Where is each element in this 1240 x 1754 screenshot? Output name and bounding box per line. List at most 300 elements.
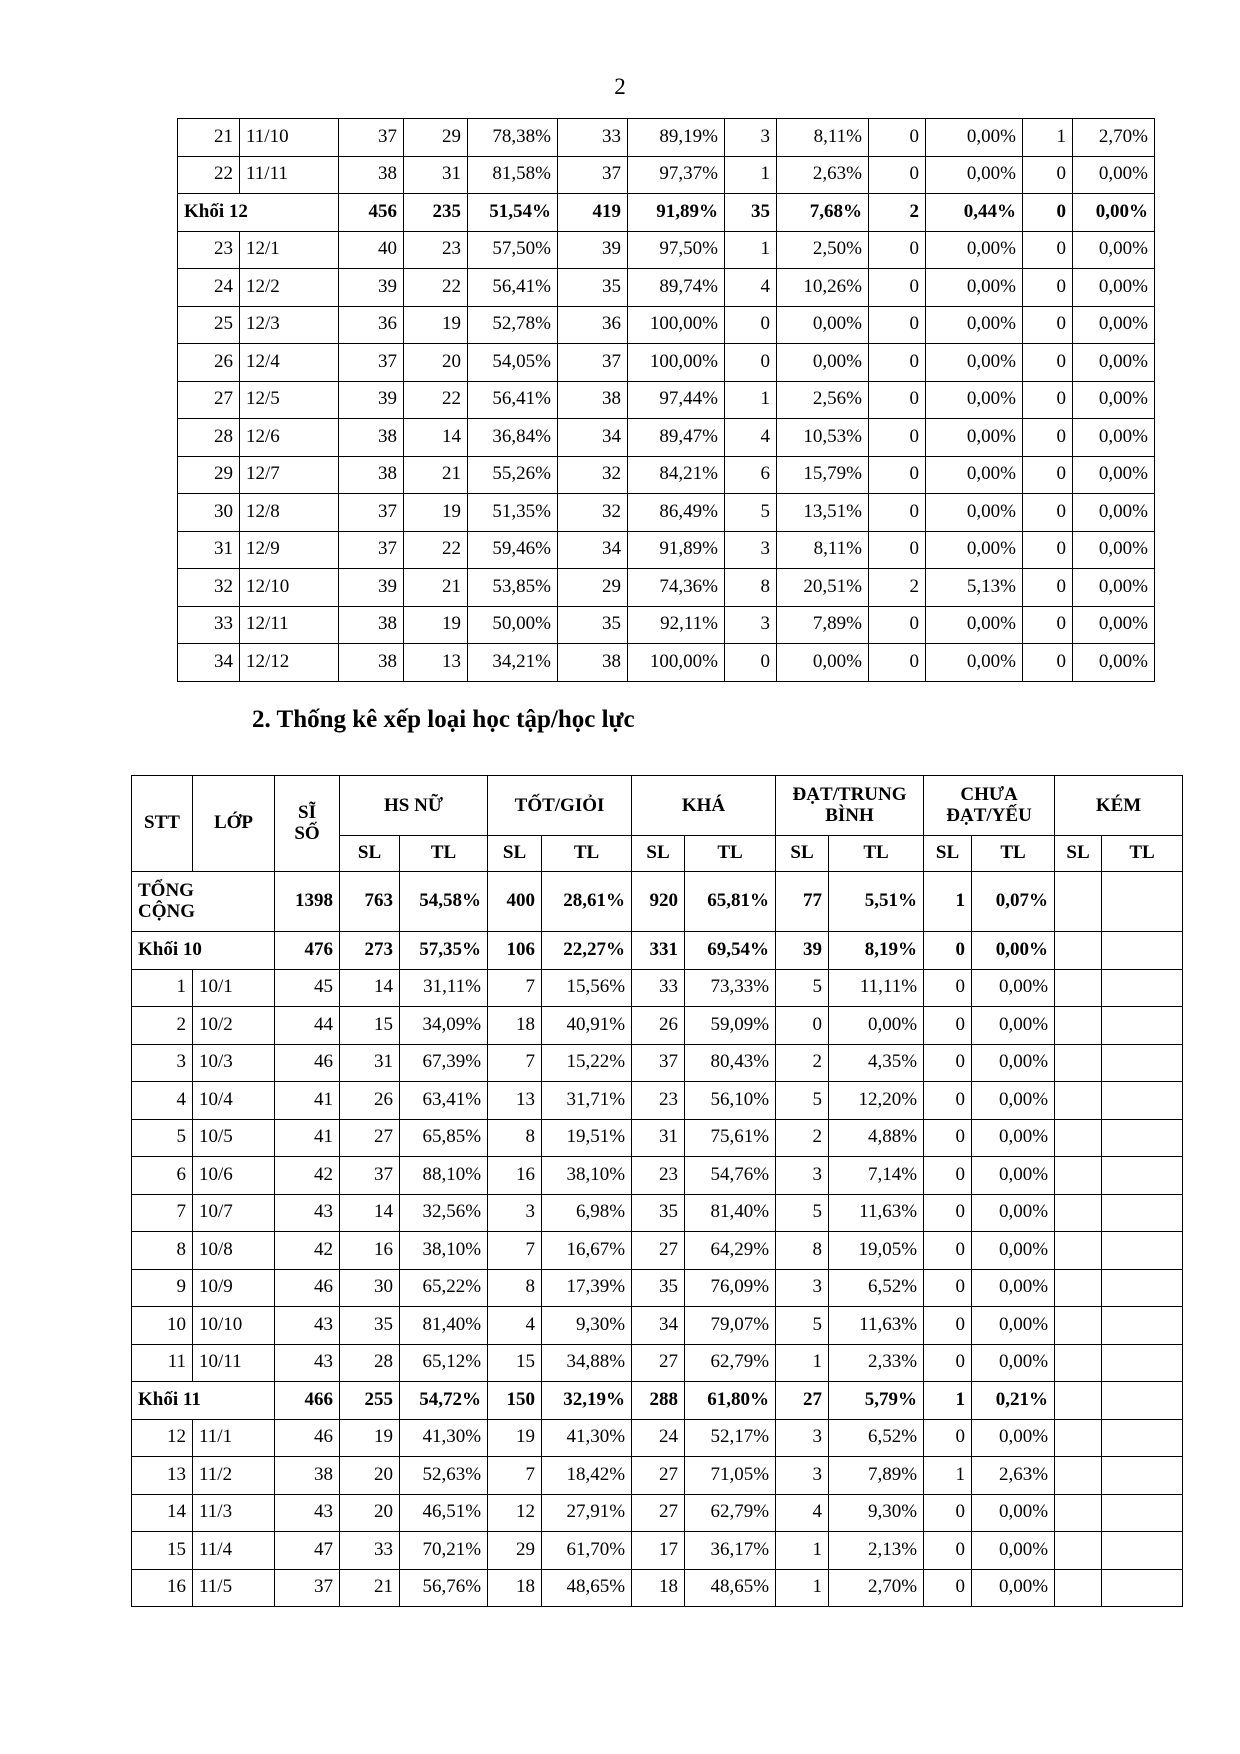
- page-number: 2: [614, 74, 626, 99]
- table-row: [132, 969, 1183, 1007]
- table-cell: 1: [776, 1569, 829, 1607]
- table-cell: 0,00%: [926, 231, 1023, 269]
- table-cell: 29: [404, 119, 468, 157]
- table-cell: 38: [558, 381, 628, 419]
- group-label: Khối 11: [132, 1382, 275, 1420]
- table-cell: 35: [725, 194, 777, 232]
- table-cell: 0,00%: [926, 306, 1023, 344]
- table-cell: 0,00%: [972, 1007, 1055, 1045]
- table-cell: 65,85%: [400, 1119, 488, 1157]
- table-cell: 0,00%: [972, 1157, 1055, 1195]
- total-row: [132, 872, 1183, 932]
- table-row: [132, 1494, 1183, 1532]
- table-cell: 36: [339, 306, 404, 344]
- table-cell: 100,00%: [628, 306, 725, 344]
- group-label: Khối 12: [178, 194, 339, 232]
- table-cell: 39: [339, 569, 404, 607]
- table-cell: 22: [404, 269, 468, 307]
- table-cell: 0,00%: [1073, 156, 1155, 194]
- table-cell: 13: [132, 1457, 193, 1495]
- table-cell: 19: [404, 306, 468, 344]
- table-cell: [1102, 1194, 1183, 1232]
- table-cell: 38: [339, 156, 404, 194]
- table-cell: 75,61%: [685, 1119, 776, 1157]
- table-cell: 19,51%: [542, 1119, 632, 1157]
- table-cell: 65,12%: [400, 1344, 488, 1382]
- table-cell: 52,63%: [400, 1457, 488, 1495]
- table-cell: 5: [776, 969, 829, 1007]
- table-cell: 74,36%: [628, 569, 725, 607]
- table-cell: 34: [558, 419, 628, 457]
- table-row: [132, 1082, 1183, 1120]
- table-cell: 0,00%: [972, 1532, 1055, 1570]
- table-row: [178, 456, 1155, 494]
- table-cell: 0,00%: [972, 1194, 1055, 1232]
- table-cell: 81,40%: [400, 1307, 488, 1345]
- table-cell: 419: [558, 194, 628, 232]
- subheader-sl: SL: [776, 836, 829, 872]
- table-cell: 10/7: [193, 1194, 275, 1232]
- table-cell: 0,00%: [972, 1307, 1055, 1345]
- table-cell: 1: [924, 1457, 972, 1495]
- table-cell: 0,00%: [972, 1082, 1055, 1120]
- table-cell: 26: [632, 1007, 685, 1045]
- table-cell: [1102, 1344, 1183, 1382]
- table-cell: 0: [869, 306, 926, 344]
- table-cell: [1055, 969, 1102, 1007]
- table-cell: 0: [869, 419, 926, 457]
- table-cell: [1102, 1419, 1183, 1457]
- table-cell: 0,00%: [1073, 381, 1155, 419]
- table-cell: 235: [404, 194, 468, 232]
- table-cell: 32,19%: [542, 1382, 632, 1420]
- table-cell: 10/5: [193, 1119, 275, 1157]
- table-cell: 0,00%: [972, 932, 1055, 970]
- table-cell: 20: [404, 344, 468, 382]
- table-cell: 100,00%: [628, 344, 725, 382]
- table-cell: 32: [558, 456, 628, 494]
- table-cell: 0: [725, 344, 777, 382]
- table-cell: 71,05%: [685, 1457, 776, 1495]
- table-cell: 12/7: [240, 456, 339, 494]
- table-cell: 2: [132, 1007, 193, 1045]
- table-row: [178, 231, 1155, 269]
- table-cell: [1055, 932, 1102, 970]
- table-cell: 0: [869, 156, 926, 194]
- table-cell: 0,00%: [926, 606, 1023, 644]
- table-cell: 0,00%: [1073, 494, 1155, 532]
- table-cell: 55,26%: [468, 456, 558, 494]
- table-cell: 12/6: [240, 419, 339, 457]
- academic-ranking-table: [131, 775, 1183, 1607]
- table-cell: [1102, 969, 1183, 1007]
- table-cell: 63,41%: [400, 1082, 488, 1120]
- header-dat-trung-binh: ĐẠT/TRUNG BÌNH: [776, 776, 924, 836]
- table-cell: 0,00%: [829, 1007, 924, 1045]
- table-cell: 11/2: [193, 1457, 275, 1495]
- table-cell: 13,51%: [777, 494, 869, 532]
- table-cell: 5,13%: [926, 569, 1023, 607]
- table-cell: 0: [924, 1532, 972, 1570]
- table-cell: 17: [632, 1532, 685, 1570]
- table-cell: 31: [340, 1044, 400, 1082]
- table-cell: 28: [340, 1344, 400, 1382]
- table-cell: 456: [339, 194, 404, 232]
- table-cell: 0: [869, 269, 926, 307]
- table-cell: 44: [275, 1007, 340, 1045]
- table-cell: [1055, 1307, 1102, 1345]
- table-cell: [1055, 1382, 1102, 1420]
- table-cell: 0: [869, 531, 926, 569]
- table-cell: 3: [725, 606, 777, 644]
- table-cell: 34: [178, 644, 240, 682]
- table-cell: 84,21%: [628, 456, 725, 494]
- table-cell: 51,35%: [468, 494, 558, 532]
- table-cell: 4,88%: [829, 1119, 924, 1157]
- table-cell: 37: [275, 1569, 340, 1607]
- table-cell: 2,63%: [972, 1457, 1055, 1495]
- table-cell: 0,00%: [972, 1419, 1055, 1457]
- table-row: [178, 344, 1155, 382]
- table-cell: [1102, 1569, 1183, 1607]
- table-cell: 0,00%: [972, 1269, 1055, 1307]
- table-cell: 38: [339, 606, 404, 644]
- table-cell: 61,70%: [542, 1532, 632, 1570]
- table-cell: 39: [776, 932, 829, 970]
- table-cell: 0,00%: [972, 1569, 1055, 1607]
- table-cell: 23: [632, 1157, 685, 1195]
- section-heading: 2. Thống kê xếp loại học tập/học lực: [252, 706, 635, 733]
- table-cell: 29: [558, 569, 628, 607]
- table-cell: 15: [132, 1532, 193, 1570]
- table-cell: 2: [776, 1119, 829, 1157]
- table-cell: [1102, 1082, 1183, 1120]
- table-row: [178, 419, 1155, 457]
- table-cell: 59,46%: [468, 531, 558, 569]
- table-cell: 34,88%: [542, 1344, 632, 1382]
- table-cell: 16: [340, 1232, 400, 1270]
- table-cell: 56,41%: [468, 381, 558, 419]
- table-cell: 37: [339, 344, 404, 382]
- table-cell: 67,39%: [400, 1044, 488, 1082]
- table-row: [178, 381, 1155, 419]
- table-cell: [1055, 1119, 1102, 1157]
- table-cell: 37: [558, 156, 628, 194]
- table-cell: 65,22%: [400, 1269, 488, 1307]
- table-cell: 12/11: [240, 606, 339, 644]
- table-cell: 37: [632, 1044, 685, 1082]
- table-cell: 38,10%: [400, 1232, 488, 1270]
- table-cell: 46: [275, 1044, 340, 1082]
- table-cell: 11,11%: [829, 969, 924, 1007]
- table-cell: 33: [178, 606, 240, 644]
- table-cell: 8,11%: [777, 119, 869, 157]
- table-cell: 41,30%: [400, 1419, 488, 1457]
- table-cell: 39: [339, 381, 404, 419]
- table-cell: 29: [178, 456, 240, 494]
- table-cell: 77: [776, 872, 829, 932]
- table-cell: 0: [924, 932, 972, 970]
- table-cell: 89,47%: [628, 419, 725, 457]
- table-cell: 0,00%: [777, 344, 869, 382]
- table-cell: 7,14%: [829, 1157, 924, 1195]
- table-cell: 52,17%: [685, 1419, 776, 1457]
- table-cell: 0,00%: [777, 306, 869, 344]
- table-cell: 10/9: [193, 1269, 275, 1307]
- table-cell: 53,85%: [468, 569, 558, 607]
- table-row: [132, 1419, 1183, 1457]
- table-cell: 16: [488, 1157, 542, 1195]
- table-cell: 1: [725, 381, 777, 419]
- table-cell: 32: [178, 569, 240, 607]
- table-cell: 31: [178, 531, 240, 569]
- table-cell: 1: [725, 156, 777, 194]
- table-cell: 8,19%: [829, 932, 924, 970]
- table-cell: 59,09%: [685, 1007, 776, 1045]
- table-cell: 0,00%: [926, 419, 1023, 457]
- table-cell: [1055, 872, 1102, 932]
- table-cell: 0: [1023, 156, 1073, 194]
- table-cell: 5: [132, 1119, 193, 1157]
- table-cell: 34,21%: [468, 644, 558, 682]
- header-stt: STT: [132, 776, 193, 872]
- table-cell: 23: [178, 231, 240, 269]
- table-cell: 0: [924, 1344, 972, 1382]
- table-cell: 31: [404, 156, 468, 194]
- table-cell: 763: [340, 872, 400, 932]
- table-cell: 0,21%: [972, 1382, 1055, 1420]
- table-cell: [1055, 1157, 1102, 1195]
- table-cell: 3: [776, 1269, 829, 1307]
- table-cell: 6,52%: [829, 1419, 924, 1457]
- table-cell: 7: [132, 1194, 193, 1232]
- table-row: [132, 1307, 1183, 1345]
- table-cell: 0: [869, 494, 926, 532]
- table-cell: 27: [178, 381, 240, 419]
- table-cell: 11/1: [193, 1419, 275, 1457]
- table-cell: 0: [924, 1307, 972, 1345]
- header-kem: KÉM: [1055, 776, 1183, 836]
- table-cell: [1102, 1044, 1183, 1082]
- table-cell: 2: [776, 1044, 829, 1082]
- table-cell: 150: [488, 1382, 542, 1420]
- table-cell: 2,33%: [829, 1344, 924, 1382]
- table-cell: 27: [632, 1457, 685, 1495]
- table-cell: 78,38%: [468, 119, 558, 157]
- table-cell: 91,89%: [628, 194, 725, 232]
- header-si-so: SĨ SỐ: [275, 776, 340, 872]
- table-cell: 0,00%: [1073, 569, 1155, 607]
- table-cell: 0,00%: [1073, 419, 1155, 457]
- table-cell: 0: [1023, 569, 1073, 607]
- table-cell: 15: [488, 1344, 542, 1382]
- table-cell: 0,00%: [972, 1119, 1055, 1157]
- subheader-sl: SL: [632, 836, 685, 872]
- table-cell: 22: [404, 381, 468, 419]
- table-cell: 43: [275, 1307, 340, 1345]
- table-cell: 41: [275, 1082, 340, 1120]
- table-cell: 0,00%: [1073, 531, 1155, 569]
- table-cell: 0,00%: [926, 531, 1023, 569]
- table-cell: 288: [632, 1382, 685, 1420]
- table-cell: 7: [488, 1457, 542, 1495]
- table-cell: 0: [924, 1569, 972, 1607]
- table-cell: 33: [558, 119, 628, 157]
- table-cell: 6,52%: [829, 1269, 924, 1307]
- table-cell: 19,05%: [829, 1232, 924, 1270]
- table-cell: 14: [132, 1494, 193, 1532]
- table-cell: 1: [924, 872, 972, 932]
- table-cell: [1102, 1157, 1183, 1195]
- table-cell: 1: [776, 1532, 829, 1570]
- table-cell: 69,54%: [685, 932, 776, 970]
- table-row: [132, 1044, 1183, 1082]
- table-cell: 5: [776, 1307, 829, 1345]
- table-cell: 28,61%: [542, 872, 632, 932]
- table-cell: 3: [488, 1194, 542, 1232]
- table-cell: 0: [1023, 456, 1073, 494]
- table-cell: 0,44%: [926, 194, 1023, 232]
- table-cell: 0: [869, 456, 926, 494]
- table-cell: [1055, 1494, 1102, 1532]
- table-cell: 27: [632, 1232, 685, 1270]
- table-cell: 89,74%: [628, 269, 725, 307]
- table-cell: 100,00%: [628, 644, 725, 682]
- table-cell: 0,00%: [926, 156, 1023, 194]
- group-row: [132, 932, 1183, 970]
- header-kha: KHÁ: [632, 776, 776, 836]
- table-cell: 0,07%: [972, 872, 1055, 932]
- table-cell: 22: [404, 531, 468, 569]
- table-cell: 12/4: [240, 344, 339, 382]
- table-cell: [1055, 1269, 1102, 1307]
- table-cell: [1055, 1569, 1102, 1607]
- table-cell: 37: [340, 1157, 400, 1195]
- table-cell: 81,58%: [468, 156, 558, 194]
- table-cell: [1055, 1044, 1102, 1082]
- table-cell: 11/3: [193, 1494, 275, 1532]
- table-row: [178, 494, 1155, 532]
- table-cell: 10/10: [193, 1307, 275, 1345]
- table-cell: 51,54%: [468, 194, 558, 232]
- table-cell: 27: [632, 1494, 685, 1532]
- table-cell: 15,79%: [777, 456, 869, 494]
- table-cell: 9: [132, 1269, 193, 1307]
- table-cell: 12/2: [240, 269, 339, 307]
- table-cell: 8: [725, 569, 777, 607]
- table-cell: 0,00%: [972, 1344, 1055, 1382]
- table-cell: 36,17%: [685, 1532, 776, 1570]
- table-cell: 21: [178, 119, 240, 157]
- table-cell: [1055, 1532, 1102, 1570]
- table-cell: 12/10: [240, 569, 339, 607]
- table-cell: 0,00%: [926, 381, 1023, 419]
- table-cell: 5,51%: [829, 872, 924, 932]
- table-cell: 16,67%: [542, 1232, 632, 1270]
- table-row: [178, 606, 1155, 644]
- table-cell: 11,63%: [829, 1194, 924, 1232]
- table-cell: 97,44%: [628, 381, 725, 419]
- table-cell: 10/4: [193, 1082, 275, 1120]
- table-cell: 12/12: [240, 644, 339, 682]
- table-cell: 0: [924, 1232, 972, 1270]
- table-cell: 1: [1023, 119, 1073, 157]
- table-cell: 0: [924, 1269, 972, 1307]
- table-cell: 0,00%: [777, 644, 869, 682]
- table-cell: 4: [132, 1082, 193, 1120]
- table-cell: 20,51%: [777, 569, 869, 607]
- table-cell: 20: [340, 1494, 400, 1532]
- table-cell: 57,35%: [400, 932, 488, 970]
- table-cell: 76,09%: [685, 1269, 776, 1307]
- table-cell: [1055, 1194, 1102, 1232]
- table-cell: 9,30%: [829, 1494, 924, 1532]
- table-cell: 476: [275, 932, 340, 970]
- table-cell: 38: [339, 456, 404, 494]
- table-cell: 4: [725, 419, 777, 457]
- table-cell: 11/5: [193, 1569, 275, 1607]
- table-cell: 0: [869, 644, 926, 682]
- table-row: [178, 569, 1155, 607]
- table-cell: 35: [558, 606, 628, 644]
- table-cell: 18: [488, 1007, 542, 1045]
- table-cell: 10,26%: [777, 269, 869, 307]
- table-cell: 56,10%: [685, 1082, 776, 1120]
- table-cell: 2,13%: [829, 1532, 924, 1570]
- table-cell: 106: [488, 932, 542, 970]
- table-cell: 6: [725, 456, 777, 494]
- table-cell: 0,00%: [972, 969, 1055, 1007]
- table-cell: 16: [132, 1569, 193, 1607]
- table-cell: [1055, 1007, 1102, 1045]
- table-cell: 0: [1023, 269, 1073, 307]
- table-cell: 0,00%: [926, 644, 1023, 682]
- table-cell: 62,79%: [685, 1494, 776, 1532]
- table-cell: 12/1: [240, 231, 339, 269]
- table-cell: 37: [558, 344, 628, 382]
- table-cell: 43: [275, 1194, 340, 1232]
- table-cell: 35: [632, 1194, 685, 1232]
- table-cell: 8: [488, 1269, 542, 1307]
- table-cell: 7: [488, 969, 542, 1007]
- table-cell: 12,20%: [829, 1082, 924, 1120]
- table-cell: 2,70%: [1073, 119, 1155, 157]
- table-cell: 32,56%: [400, 1194, 488, 1232]
- table-cell: 2: [869, 194, 926, 232]
- table-cell: 24: [178, 269, 240, 307]
- table-cell: [1102, 932, 1183, 970]
- table-cell: 0,00%: [1073, 269, 1155, 307]
- table-cell: 15,22%: [542, 1044, 632, 1082]
- table-cell: 1: [132, 969, 193, 1007]
- table-cell: 19: [404, 494, 468, 532]
- table-cell: 46: [275, 1269, 340, 1307]
- table-cell: 56,76%: [400, 1569, 488, 1607]
- table-cell: 6: [132, 1157, 193, 1195]
- table-cell: 7: [488, 1044, 542, 1082]
- table-cell: [1102, 872, 1183, 932]
- subheader-sl: SL: [488, 836, 542, 872]
- header-hs-nu: HS NỮ: [340, 776, 488, 836]
- table-cell: 33: [632, 969, 685, 1007]
- subheader-sl: SL: [1055, 836, 1102, 872]
- table-cell: 48,65%: [542, 1569, 632, 1607]
- table-cell: 12: [132, 1419, 193, 1457]
- table-cell: 0: [1023, 419, 1073, 457]
- table-cell: 35: [632, 1269, 685, 1307]
- table-cell: 41: [275, 1119, 340, 1157]
- table-cell: 7,89%: [829, 1457, 924, 1495]
